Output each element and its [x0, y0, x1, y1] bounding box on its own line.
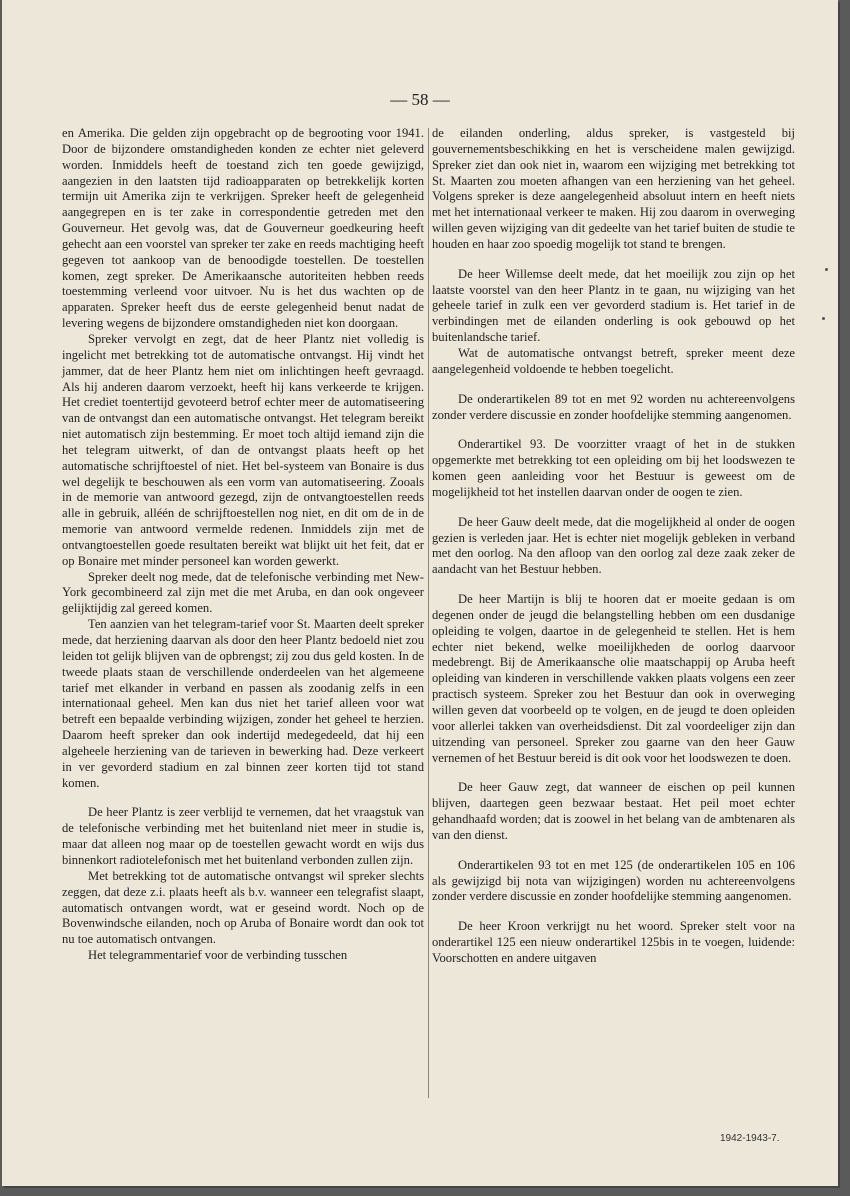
paragraph: De heer Gauw deelt mede, dat die mogelijkheid al onder de oogen gezien is verleden jaar. Het is echter niet mogelijk gebleken in verband met den oorlog. Na den afloop van den oorlog zal deze zaak zeker de aandacht van het Bestuur hebben. [432, 514, 795, 577]
paragraph: De heer Willemse deelt mede, dat het moeilijk zou zijn op het laatste voorstel van den heer Plantz in te gaan, nu wijziging van het geheele tarief in zulk een ver gevorderd stadium is. Het tarief in de verbindingen met de eilanden onderling is ook gebouwd op het buitenlandsche tarief. [432, 266, 795, 345]
left-column [62, 126, 424, 964]
paragraph: en Amerika. Die gelden zijn opgebracht op de begrooting voor 1941. Door de bijzondere omstandigheden konden ze echter niet geleverd worden. Inmiddels heeft de toestand zich ten goede gewijzigd, aangezien in den laatsten tijd radioapparaten op betrekkelijk korten termijn uit Amerika zijn te verkrijgen. Spreker heeft de gelegenheid aangegrepen en is ter zake in correspondentie getreden met den Gouverneur. Het gevolg was, dat de Gouverneur goedkeuring heeft gehecht aan een voorstel van spreker ter zake en reeds machtiging heeft gegeven tot aankoop van de benoodigde toestellen. De toestellen komen, zegt spreker. De Amerikaansche autoriteiten hebben reeds toestemming verleend voor uitvoer. Nu is het dus wachten op de apparaten. Spreker heeft dus de eerste gelegenheid benut nadat de levering wegens de bijzondere omstandigheden niet kon doorgaan. [62, 126, 424, 331]
paragraph: de eilanden onderling, aldus spreker, is vastgesteld bij gouvernementsbeschikking en het is verscheidene malen gewijzigd. Spreker ziet dan ook niet in, waarom een wijziging met betrekking tot St. Maarten zou moeten afhangen van een herziening van het geheel. Volgens spreker is deze aangelegenheid absoluut intern en heeft niets met het internationaal verkeer te maken. Hij zou daarom in overweging willen geven wijziging van dit gedeelte van het tarief buiten de studie te houden en haar zoo spoedig mogelijk tot stand te brengen. [432, 126, 795, 251]
column-divider [428, 128, 429, 1098]
paragraph: Spreker deelt nog mede, dat de telefonische verbinding met New-York gecombineerd zal zijn met die met Aruba, en dan ook ongeveer gelijktijdig zal gereed komen. [62, 569, 424, 616]
paragraph: Onderartikel 93. De voorzitter vraagt of het in de stukken opgemerkte met betrekking tot een opleiding om bij het loodswezen te komen geen aanleiding voor het Bestuur is geweest om de mogelijkheid tot het instellen daarvan onder de oogen te zien. [432, 437, 795, 499]
paragraph: De heer Martijn is blij te hooren dat er moeite gedaan is om degenen onder de jeugd die belangstelling hebben om een dusdanige opleiding te volgen, daartoe in de gelegenheid te stellen. Het is hem echter niet bekend, welke moeilijkheden de oorlog daarvoor medebrengt. Bij de Amerikaansche olie maatschappij op Aruba heeft opleiding van kinderen in verschillende vakken plaats volgens een zeer practisch systeem. Spreker zou het Bestuur dan ook in overweging willen geven dat voorbeeld op te volgen, en de jeugd te doen opleiden voor allerlei takken van overheidsdienst. Dit zal voordeeliger zijn dan uitzending van personeel. Spreker zou gaarne van den heer Gauw vernemen of het Bestuur bereid is dit ook voor het loodswezen te doen. [432, 592, 795, 765]
paragraph: De heer Plantz is zeer verblijd te vernemen, dat het vraagstuk van de telefonische verbinding met het buitenland niet meer in studie is, maar dat alleen nog maar op de toestellen gewacht wordt en wijs dus binnenkort radiotelefonisch met het buitenland verbonden zullen zijn. [62, 805, 424, 867]
paragraph: Het telegrammentarief voor de verbinding tusschen [88, 948, 348, 963]
ink-speck [825, 268, 828, 271]
paragraph: Ten aanzien van het telegram-tarief voor St. Maarten deelt spreker mede, dat herziening daarvan als door den heer Plantz bedoeld niet zou leiden tot gelijk blijven van de opbrengst; zij zou dus geld kosten. In de tweede plaats staan de verschillende onderdeelen van het algemeene tarief met elkander in verband en passen als zoodanig zelfs in een internationaal geheel. Men kan dus niet het tarief alleen voor wat betreft een bepaalde verbinding wijzigen, zonder het geheel te herzien. Daarom heeft spreker dan ook indertijd medegedeeld, dat hij een algeheele herziening van de tarieven in bewerking had. Deze verkeert in ver gevorderd stadium en zal binnen zeer korten tijd tot stand komen. [62, 617, 424, 790]
paragraph: Wat de automatische ontvangst betreft, spreker meent deze aangelegenheid voldoende te hebben toegelicht. [432, 345, 795, 376]
paragraph: Onderartikelen 93 tot en met 125 (de onderartikelen 105 en 106 als gewijzigd bij nota van wijzigingen) worden nu achtereenvolgens zonder verdere discussie en zonder hoofdelijke stemming aangenomen. [432, 857, 795, 904]
paragraph: De onderartikelen 89 tot en met 92 worden nu achtereenvolgens zonder verdere discussie en zonder hoofdelijke stemming aangenomen. [432, 391, 795, 422]
footer-code: 1942-1943-7. [720, 1133, 780, 1144]
paragraph: De heer Kroon verkrijgt nu het woord. Spreker stelt voor na onderartikel 125 een nieuw onderartikel 125bis in te voegen, luidende: Voorschotten en andere uitgaven [432, 919, 795, 965]
ink-speck [822, 317, 825, 320]
page-number: — 58 — [390, 90, 450, 109]
document-page [2, 0, 838, 1186]
right-column [432, 126, 795, 967]
paragraph: Spreker vervolgt en zegt, dat de heer Plantz niet volledig is ingelicht met betrekking tot de automatische ontvangst. Hij vindt het jammer, dat de heer Plantz hem niet om inlichtingen heeft gevraagd. Als hij anderen daarom verzoekt, heeft hij kans verkeerde te krijgen. Het crediet toentertijd gevoteerd betrof echter meer de automatiseering van de ontvangst dan een automatische ontvangst. Het telegram bereikt niet automatisch zijn bestemming. Er moet toch altijd iemand zijn die het telegram uitwerkt, of dan de ontvangst plaats heeft op het automatische schrijftoestel of niet. Het bel-systeem van Bonaire is dus wel degelijk te beschouwen als een vorm van automatiseering. Zooals in de memorie van antwoord gezegd, zijn de ontvangtoestellen reeds alle in gebruik, alléén de schrijftoestellen nog niet, en dit om de in de memorie van antwoord vermelde redenen. Inmiddels zijn met de ontvangtoestellen goede resultaten bereikt wat blijkt uit het feit, dat er op Bonaire met minder personeel kan worden gewerkt. [62, 331, 424, 568]
paragraph: De heer Gauw zegt, dat wanneer de eischen op peil kunnen blijven, daartegen geen bezwaar bestaat. Het peil moet echter gehandhaafd worden; dat is zoowel in het belang van de ambtenaren als van den dienst. [432, 780, 795, 842]
paragraph: Met betrekking tot de automatische ontvangst wil spreker slechts zeggen, dat deze z.i. plaats heeft als b.v. wanneer een telegrafist slaapt, automatisch ontvangen wordt, wat er geseind wordt. Noch op de Bovenwindsche eilanden, noch op Aruba of Bonaire wordt dan ook tot nu toe automatisch ontvangen. [62, 868, 424, 947]
